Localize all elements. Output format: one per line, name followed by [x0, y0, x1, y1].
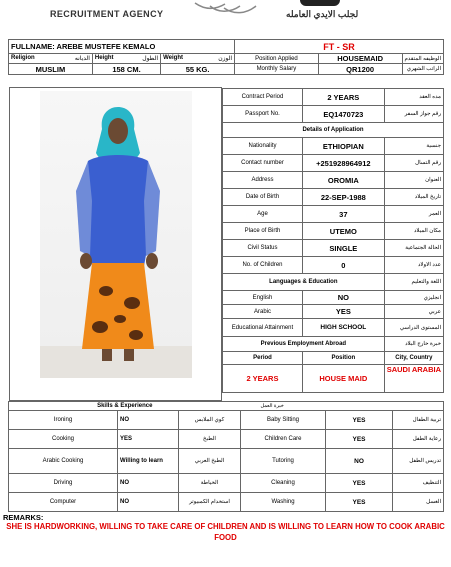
- details-label: Contact number: [223, 155, 303, 172]
- language-value: HIGH SCHOOL: [302, 319, 384, 337]
- skill-label: Cleaning: [241, 474, 326, 493]
- details-value: 0: [302, 257, 384, 274]
- language-label: Educational Attainment: [223, 319, 303, 337]
- skill-label-ar: كوي الملابس: [179, 411, 241, 430]
- remarks-text: SHE IS HARDWORKING, WILLING TO TAKE CARE OF CHILDREN AND IS WILLING TO LEARN HOW TO COOK ARABIC FOOD: [6, 522, 445, 542]
- skill-value: YES: [326, 474, 393, 493]
- details-rows: [223, 138, 444, 274]
- details-label: Nationality: [223, 138, 303, 155]
- skill-label-ar: استخدام الكمبيوتر: [179, 493, 241, 512]
- skill-label-ar: الطبخ: [179, 430, 241, 449]
- skills-title: Skills & Experience: [9, 402, 241, 411]
- details-table: [222, 88, 444, 393]
- languages-title-ar: اللغة والتعليم: [384, 274, 443, 291]
- skills-row: [9, 449, 444, 474]
- language-label-ar: انجليزي: [384, 291, 443, 305]
- details-label-ar: رقم التسال: [384, 155, 443, 172]
- employment-position: HOUSE MAID: [302, 365, 384, 393]
- details-label-ar: العنوان: [384, 172, 443, 189]
- page-header: [0, 0, 451, 30]
- skill-value: Willing to learn: [118, 449, 179, 474]
- agency-name: RECRUITMENT AGENCY: [50, 9, 164, 19]
- employment-period-header: Period: [223, 352, 303, 365]
- religion-label: Religion الديانه: [9, 54, 93, 64]
- skills-row: [9, 493, 444, 512]
- details-row: [223, 206, 444, 223]
- skill-value: YES: [326, 411, 393, 430]
- details-label-ar: جنسية: [384, 138, 443, 155]
- position-label: Position Applied: [235, 54, 319, 64]
- details-label-ar: تاريخ الميلاد: [384, 189, 443, 206]
- skill-value: YES: [326, 493, 393, 512]
- language-label-ar: المستوى الدراسي: [384, 319, 443, 337]
- skill-label-ar: الخياطة: [179, 474, 241, 493]
- skill-value: YES: [326, 430, 393, 449]
- agency-name-ar: لجلب الايدي العامله: [286, 9, 359, 19]
- skill-label: Computer: [9, 493, 118, 512]
- skills-row: [9, 474, 444, 493]
- details-label-ar: الحالة الجتماعية: [384, 240, 443, 257]
- details-label-ar: العمر: [384, 206, 443, 223]
- identity-table: [8, 39, 444, 75]
- logo-swirl-icon: [190, 0, 260, 16]
- weight-label: Weight الوزن: [161, 54, 235, 64]
- language-label: Arabic: [223, 305, 303, 319]
- language-row: [223, 305, 444, 319]
- details-value: 22-SEP-1988: [302, 189, 384, 206]
- religion-value: MUSLIM: [9, 64, 93, 75]
- details-label: Place of Birth: [223, 223, 303, 240]
- employment-country-header: City, Country: [384, 352, 443, 365]
- salary-value: QR1200: [318, 64, 402, 75]
- contract-value: 2 YEARS: [302, 89, 384, 106]
- skill-label: Arabic Cooking: [9, 449, 118, 474]
- skill-value: NO: [118, 474, 179, 493]
- employment-title: Previous Employment Abroad: [223, 337, 385, 352]
- skill-value: NO: [118, 411, 179, 430]
- details-label: Date of Birth: [223, 189, 303, 206]
- passport-label: Passport No.: [223, 106, 303, 123]
- contract-label-ar: مده العقد: [384, 89, 443, 106]
- height-label: Height الطول: [92, 54, 160, 64]
- skill-label-ar: الطبخ العربي: [179, 449, 241, 474]
- skill-label: Baby Sitting: [241, 411, 326, 430]
- details-value: +251928964912: [302, 155, 384, 172]
- skill-label-ar: تدريس الطفل: [393, 449, 444, 474]
- details-label-ar: عدد الاولاد: [384, 257, 443, 274]
- details-value: SINGLE: [302, 240, 384, 257]
- details-value: ETHIOPIAN: [302, 138, 384, 155]
- details-title: Details of Application: [223, 123, 444, 138]
- person-figure-icon: [40, 91, 192, 378]
- languages-title: Languages & Education: [223, 274, 385, 291]
- details-row: [223, 257, 444, 274]
- skill-label-ar: الغسل: [393, 493, 444, 512]
- contract-label: Contract Period: [223, 89, 303, 106]
- details-row: [223, 155, 444, 172]
- skill-value: YES: [118, 430, 179, 449]
- language-value: YES: [302, 305, 384, 319]
- remarks-label: REMARKS:: [3, 513, 44, 522]
- skill-label: Tutoring: [241, 449, 326, 474]
- skills-table: [8, 401, 444, 512]
- fullname: FULLNAME: AREBE MUSTEFE KEMALO: [9, 40, 235, 54]
- details-row: [223, 223, 444, 240]
- position-value: HOUSEMAID: [318, 54, 402, 64]
- details-row: [223, 138, 444, 155]
- employment-period: 2 YEARS: [223, 365, 303, 393]
- candidate-code: FT - SR: [235, 40, 444, 54]
- skill-label: Ironing: [9, 411, 118, 430]
- skill-label: Driving: [9, 474, 118, 493]
- details-value: 37: [302, 206, 384, 223]
- skill-value: NO: [326, 449, 393, 474]
- skills-row: [9, 411, 444, 430]
- language-row: [223, 319, 444, 337]
- skill-label-ar: التنظيف: [393, 474, 444, 493]
- language-row: [223, 291, 444, 305]
- employment-title-ar: خبرة خارج البلاد: [384, 337, 443, 352]
- details-value: UTEMO: [302, 223, 384, 240]
- employment-position-header: Position: [302, 352, 384, 365]
- employment-country: SAUDI ARABIA: [384, 365, 443, 393]
- details-label: Age: [223, 206, 303, 223]
- language-value: NO: [302, 291, 384, 305]
- skill-value: NO: [118, 493, 179, 512]
- details-label: Address: [223, 172, 303, 189]
- skills-row: [9, 430, 444, 449]
- passport-value: EQ1470723: [302, 106, 384, 123]
- details-label: Civil Status: [223, 240, 303, 257]
- language-rows: [223, 291, 444, 337]
- language-label-ar: عربي: [384, 305, 443, 319]
- passport-label-ar: رقم جواز السفر: [384, 106, 443, 123]
- skill-label-ar: رعاية الطفل: [393, 430, 444, 449]
- candidate-photo: [40, 91, 192, 378]
- skills-rows: [9, 411, 444, 512]
- skill-label: Cooking: [9, 430, 118, 449]
- details-row: [223, 172, 444, 189]
- logo-bar-icon: [300, 0, 340, 6]
- position-label-ar: الوظيفه المتقدم: [402, 54, 443, 64]
- salary-label: Monthly Salary: [235, 64, 319, 75]
- details-row: [223, 189, 444, 206]
- language-label: English: [223, 291, 303, 305]
- details-row: [223, 240, 444, 257]
- skill-label-ar: تربية الطفال: [393, 411, 444, 430]
- skills-title-ar: خبرة العمل: [241, 402, 444, 411]
- details-label-ar: مكان الميلاد: [384, 223, 443, 240]
- details-label: No. of Children: [223, 257, 303, 274]
- details-value: OROMIA: [302, 172, 384, 189]
- height-value: 158 CM.: [92, 64, 160, 75]
- skill-label: Washing: [241, 493, 326, 512]
- salary-label-ar: الراتب الشهري: [402, 64, 443, 75]
- skill-label: Children Care: [241, 430, 326, 449]
- weight-value: 55 KG.: [161, 64, 235, 75]
